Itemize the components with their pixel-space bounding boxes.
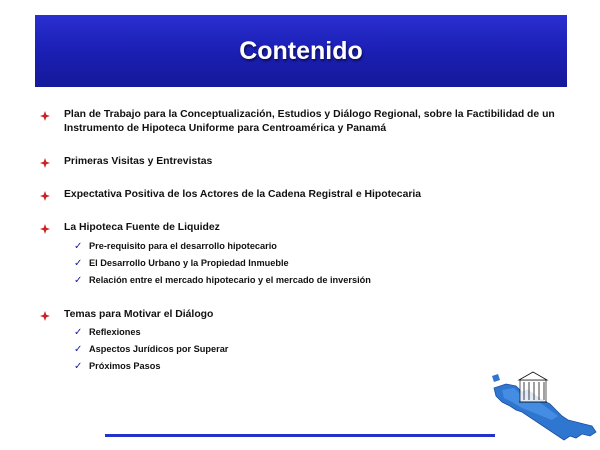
list-item-text: Plan de Trabajo para la Conceptualización, Estudios y Diálogo Regional, sobre la Factibilidad de un Instrumento de Hipoteca Uniforme para Centroamérica y Panamá	[64, 109, 555, 134]
footer-rule	[105, 434, 495, 437]
list-item	[40, 308, 580, 322]
sub-list-item-text: Relación entre el mercado hipotecario y el mercado de inversión	[89, 275, 371, 285]
sub-list-item-text: El Desarrollo Urbano y la Propiedad Inmueble	[89, 258, 289, 268]
diamond-bullet-icon	[40, 311, 50, 321]
slide-title: Contenido	[239, 36, 363, 65]
sub-list-item	[40, 341, 580, 358]
content-list	[40, 108, 580, 375]
diamond-bullet-icon	[40, 224, 50, 234]
checkmark-icon: ✓	[74, 241, 83, 252]
sub-list-item-text: Próximos Pasos	[89, 361, 161, 371]
list-item-text: Expectativa Positiva de los Actores de la Cadena Registral e Hipotecaria	[64, 189, 422, 200]
list-item	[40, 188, 580, 202]
checkmark-icon: ✓	[74, 344, 83, 355]
diamond-bullet-icon	[40, 158, 50, 168]
diamond-bullet-icon	[40, 191, 50, 201]
checkmark-icon: ✓	[74, 327, 83, 338]
sub-list-item-text: Reflexiones	[89, 327, 141, 337]
sub-list-item	[40, 255, 580, 272]
sub-list-item	[40, 238, 580, 255]
title-banner	[35, 15, 567, 87]
sub-list-item-text: Aspectos Jurídicos por Superar	[89, 344, 229, 354]
list-item-text: Primeras Visitas y Entrevistas	[64, 156, 213, 167]
sub-list-item-text: Pre-requisito para el desarrollo hipotecario	[89, 241, 277, 251]
checkmark-icon: ✓	[74, 275, 83, 286]
list-item	[40, 155, 580, 169]
central-america-map-icon	[492, 366, 597, 448]
checkmark-icon: ✓	[74, 361, 83, 372]
sub-list-item	[40, 272, 580, 289]
list-item	[40, 221, 580, 235]
sub-list-item	[40, 324, 580, 341]
diamond-bullet-icon	[40, 111, 50, 121]
list-item	[40, 108, 580, 136]
list-item-text: Temas para Motivar el Diálogo	[64, 309, 214, 320]
checkmark-icon: ✓	[74, 258, 83, 269]
list-item-text: La Hipoteca Fuente de Liquidez	[64, 222, 220, 233]
